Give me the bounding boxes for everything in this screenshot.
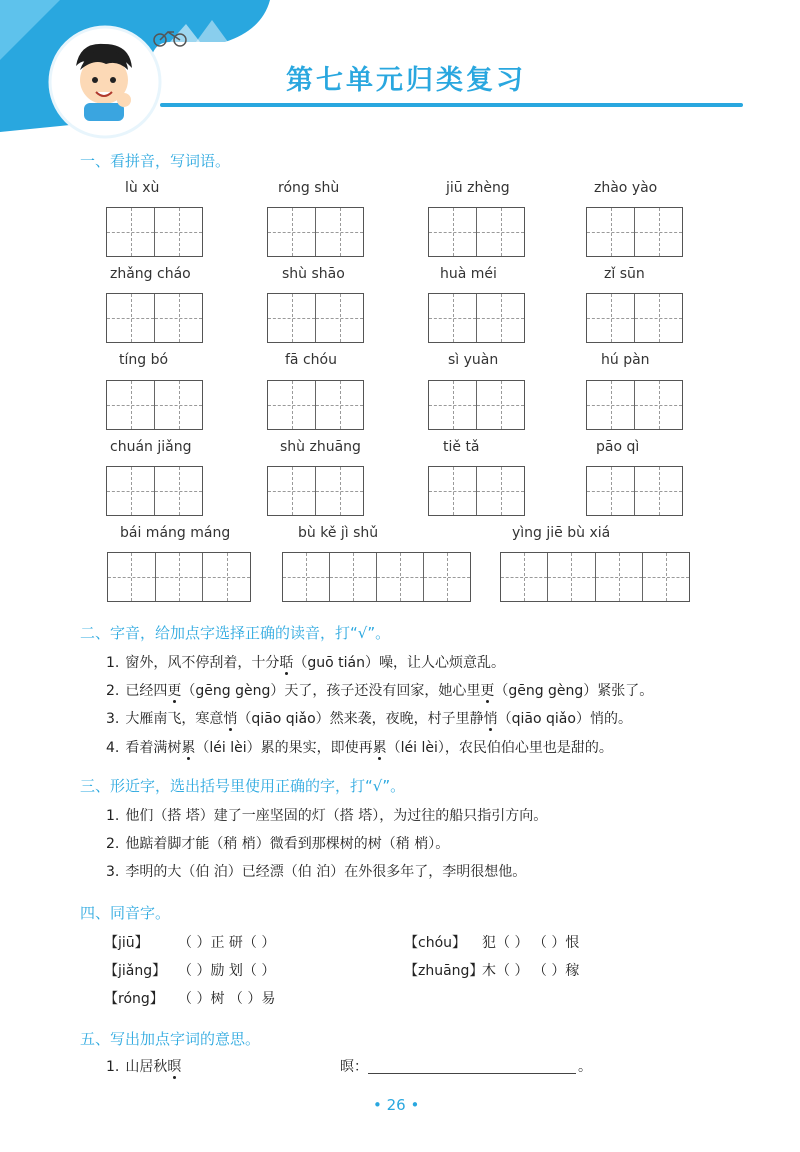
homophone-row: 【jiǎng】 （ ）励 划（ ） — [104, 963, 276, 979]
page-number: • 26 • — [373, 1096, 420, 1114]
pinyin-label: jiū zhèng — [446, 180, 510, 196]
question-line: 2. 已经四更（gēng gèng）天了，孩子还没有回家，她心里更（gēng gèng）紧张了。 — [106, 683, 654, 699]
pinyin-label: huà méi — [440, 266, 497, 282]
writing-grid-4[interactable] — [107, 552, 251, 602]
pinyin-label: yìng jiē bù xiá — [512, 525, 611, 541]
pinyin-label: zhǎng cháo — [110, 266, 191, 282]
pinyin-label: lù xù — [125, 180, 160, 196]
writing-grid[interactable] — [428, 466, 525, 516]
writing-grid[interactable] — [106, 293, 203, 343]
question-line: 4. 看着满树累（léi lèi）累的果实，即使再累（léi lèi），农民伯伯心里也是甜的。 — [106, 740, 613, 756]
pinyin-label: fā chóu — [285, 352, 337, 368]
writing-grid[interactable] — [586, 293, 683, 343]
section2-heading: 二、字音，给加点字选择正确的读音，打“√”。 — [80, 624, 391, 642]
writing-grid-4[interactable] — [282, 552, 471, 602]
question-line: 1. 窗外，风不停刮着，十分聒（guō tián）噪，让人心烦意乱。 — [106, 655, 505, 671]
pinyin-label: hú pàn — [601, 352, 650, 368]
pinyin-label: róng shù — [278, 180, 340, 196]
pinyin-label: pāo qì — [596, 439, 640, 455]
question-line: 3. 李明的大（伯 泊）已经漂（伯 泊）在外很多年了，李明很想他。 — [106, 864, 527, 880]
pinyin-label: sì yuàn — [448, 352, 499, 368]
writing-grid[interactable] — [106, 207, 203, 257]
writing-grid[interactable] — [267, 466, 364, 516]
title-underline — [160, 103, 743, 107]
writing-grid[interactable] — [267, 293, 364, 343]
writing-grid[interactable] — [267, 207, 364, 257]
writing-grid[interactable] — [586, 207, 683, 257]
pinyin-label: zhào yào — [594, 180, 658, 196]
pinyin-label: chuán jiǎng — [110, 439, 192, 455]
writing-grid[interactable] — [586, 380, 683, 430]
question-line: 3. 大雁南飞，寒意悄（qiāo qiǎo）然来袭，夜晚，村子里静悄（qiāo qiǎo）悄的。 — [106, 711, 632, 727]
question-line: 2. 他踮着脚才能（稍 梢）微看到那棵树的树（稍 梢）。 — [106, 836, 450, 852]
pinyin-label: shù shāo — [282, 266, 345, 282]
pinyin-label: tíng bó — [119, 352, 169, 368]
writing-grid-4[interactable] — [500, 552, 690, 602]
writing-grid[interactable] — [106, 380, 203, 430]
page-title: 第七单元归类复习 — [286, 65, 526, 96]
section5-heading: 五、写出加点字词的意思。 — [80, 1030, 261, 1048]
answer-label: 暝： — [340, 1059, 368, 1075]
homophone-row: 【róng】 （ ）树 （ ）易 — [104, 991, 276, 1007]
pinyin-label: bái máng máng — [120, 525, 231, 541]
question-line: 1. 山居秋暝 — [106, 1059, 182, 1075]
pinyin-label: tiě tǎ — [443, 439, 480, 455]
writing-grid[interactable] — [428, 207, 525, 257]
writing-grid[interactable] — [428, 380, 525, 430]
section3-heading: 三、形近字，选出括号里使用正确的字，打“√”。 — [80, 777, 406, 795]
pinyin-label: shù zhuāng — [280, 439, 361, 455]
answer-blank[interactable] — [368, 1073, 576, 1074]
writing-grid[interactable] — [267, 380, 364, 430]
pinyin-label: bù kě jì shǔ — [298, 525, 379, 541]
section4-heading: 四、同音字。 — [80, 904, 171, 922]
homophone-row: 【zhuāng】木（ ） （ ）稼 — [404, 963, 580, 979]
writing-grid[interactable] — [586, 466, 683, 516]
answer-end: 。 — [578, 1059, 592, 1075]
writing-grid[interactable] — [428, 293, 525, 343]
section1-heading: 一、看拼音，写词语。 — [80, 152, 231, 170]
pinyin-label: zǐ sūn — [604, 266, 645, 282]
writing-grid[interactable] — [106, 466, 203, 516]
question-line: 1. 他们（搭 塔）建了一座坚固的灯（搭 塔），为过往的船只指引方向。 — [106, 808, 548, 824]
homophone-row: 【jiū】 （ ）正 研（ ） — [104, 935, 276, 951]
homophone-row: 【chóu】 犯（ ） （ ）恨 — [404, 935, 580, 951]
